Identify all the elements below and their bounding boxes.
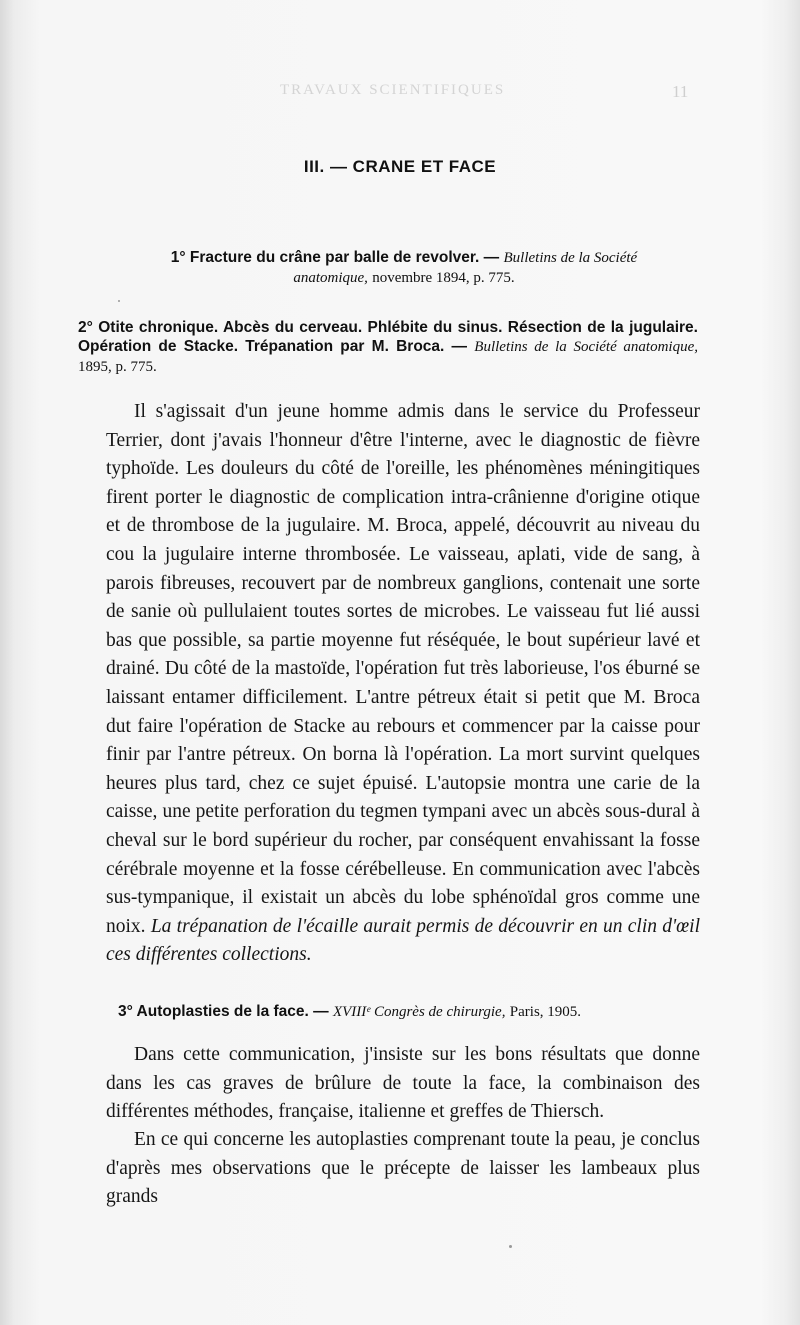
entry-2-citation: Bulletins de la Société anatomique, [474, 339, 698, 355]
entry-2 [78, 318, 698, 377]
entry-2-details: 1895, p. 775. [78, 359, 157, 375]
entry-1-title: 1° Fracture du crâne par balle de revolver. — [170, 249, 500, 266]
entry-2-title: 2° Otite chronique. Abcès du cerveau. Phlébite du sinus. Résection de la jugulaire. Opération de Stacke. Trépanation par M. Broca. — [78, 319, 698, 355]
paragraph-autoplasty-conclusion [106, 1126, 700, 1212]
entry-1 [134, 248, 674, 288]
paragraph-autoplasty-summary [106, 1041, 700, 1127]
paragraph-autoplasty-conclusion-text: En ce qui concerne les autoplasties comprenant toute la peau, je conclus d'après mes observations que le précepte de laisser les lambeaux plus grands [106, 1129, 700, 1208]
paragraph-case-report-conclusion: La trépanation de l'écaille aurait permis de découvrir en un clin d'œil ces différentes collections. [106, 915, 701, 966]
paragraph-autoplasty-summary-text: Dans cette communication, j'insiste sur les bons résultats que donne dans les cas graves de brûlure de toute la face, la combinaison des différentes méthodes, française, italienne et greffes de Thiersch. [106, 1044, 700, 1123]
entry-3 [118, 1002, 718, 1022]
entry-3-details: Paris, 1905. [509, 1004, 582, 1020]
entry-3-title: 3° Autoplasties de la face. — [118, 1003, 329, 1020]
running-title: TRAVAUX SCIENTIFIQUES [280, 82, 506, 98]
entry-1-details: novembre 1894, p. 775. [372, 270, 515, 286]
scan-speck [118, 300, 120, 302]
page-number: 11 [672, 82, 689, 101]
section-heading: III. — CRANE ET FACE [303, 157, 497, 176]
scan-speck [509, 1245, 512, 1248]
paragraph-case-report [106, 398, 700, 970]
entry-3-citation: XVIIIᵉ Congrès de chirurgie, [332, 1004, 506, 1020]
paragraph-case-report-text: Il s'agissait d'un jeune homme admis dans le service du Professeur Terrier, dont j'avais l'honneur d'être l'interne, avec le diagnostic de fièvre typhoïde. Les douleurs du côté de l'oreille, les phénomènes méningitiques firent porter le diagnostic de complication intra-crânienne d'origine otique et de thrombose de la jugulaire. M. Broca, appelé, découvrit au niveau du cou la jugulaire interne thrombosée. Le vaisseau, aplati, vide de sang, à parois fibreuses, recouvert par de nombreux ganglions, contenait une sorte de sanie où pullulaient toutes sortes de microbes. Le vaisseau fut lié aussi bas que possible, sa partie moyenne fut réséquée, le bout supérieur lavé et drainé. Du côté de la mastoïde, l'opération fut très laborieuse, l'os éburné se laissant entamer difficilement. L'antre pétreux était si petit que M. Broca dut faire l'opération de Stacke au rebours et commencer par la caisse pour finir par l'antre pétreux. On borna là l'opération. La mort survint quelques heures plus tard, chez ce sujet épuisé. L'autopsie montra une carie de la caisse, une petite perforation du tegmen tympani avec un abcès sous-dural à cheval sur le bord supérieur du rocher, par conséquent envahissant la fosse cérébrale moyenne et la fosse cérébelleuse. En communication avec l'abcès sus-tympanique, il existait un abcès du lobe sphénoïdal gros comme une noix. [106, 401, 700, 937]
entry-1-citation: Bulletins de la Société anatomique, [293, 250, 638, 286]
